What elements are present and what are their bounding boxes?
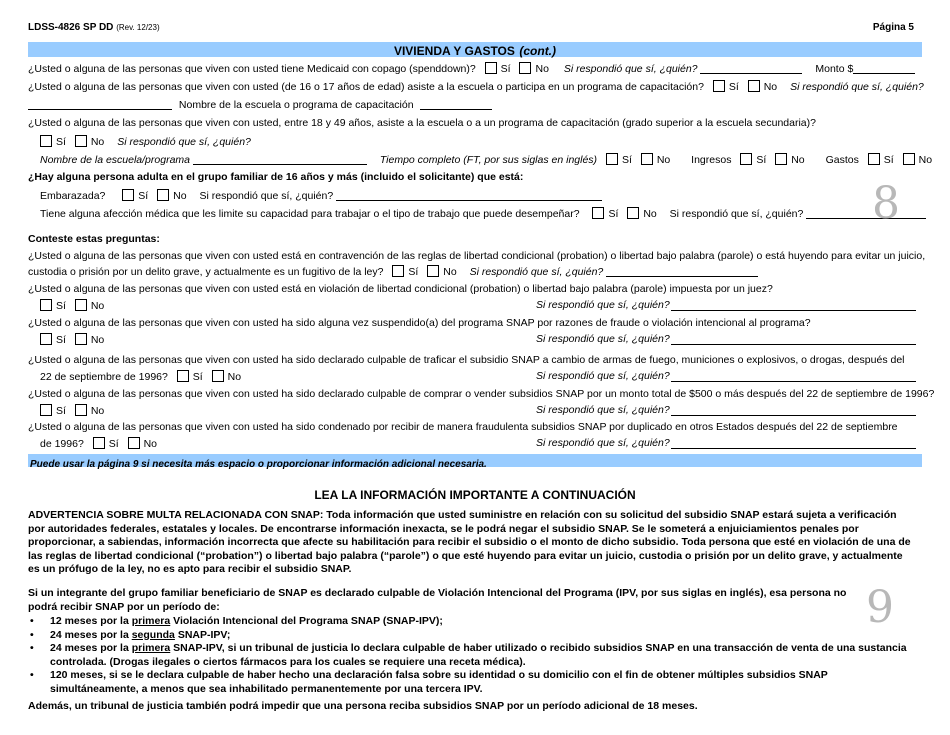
suspended-answer-row (28, 333, 920, 347)
question-duplicate-cont (28, 437, 920, 451)
question-text: ¿Usted o alguna de las personas que viven con usted, entre 18 y 49 años, asiste a la escuela o a un programa de capacitación (grado superior a la escuela secundaria)? (28, 117, 816, 129)
no-label: No (143, 438, 157, 450)
question-adult-16: ¿Hay alguna persona adulta en el grupo familiar de 16 años y más (incluido el solicitante) que está: (28, 171, 524, 183)
penalty-text: 24 meses por la (50, 628, 132, 641)
income-yes-checkbox[interactable] (740, 153, 752, 165)
penalty-item (28, 615, 916, 629)
no-checkbox[interactable] (427, 265, 439, 277)
no-label: No (90, 405, 105, 417)
full-time-yes-checkbox[interactable] (606, 153, 618, 165)
school-18-answer-row (28, 135, 920, 149)
who-label: Si respondió que sí, ¿quién? (536, 370, 670, 382)
who-label: Si respondió que sí, ¿quién? (536, 299, 670, 311)
question-traffic: ¿Usted o alguna de las personas que viven con usted ha sido declarado culpable de traficar el subsidio SNAP a cambio de armas de fuego, municiones o explosivos, o drogas, después del (28, 354, 905, 366)
question-text: custodia o prisión por un delito grave, y actualmente es un fugitivo de la ley? (28, 266, 384, 278)
question-medicaid (28, 62, 920, 76)
penalty-item (28, 669, 916, 696)
no-label: No (90, 300, 105, 312)
who-field[interactable] (671, 333, 916, 345)
who-label: Si respondió que sí, ¿quién? (199, 190, 334, 202)
who-label: Si respondió que sí, ¿quién? (790, 81, 924, 93)
penalty-text: 12 meses por la (50, 615, 132, 627)
yes-label: Sí (108, 438, 119, 450)
form-id (28, 22, 160, 33)
no-checkbox[interactable] (748, 80, 760, 92)
penalty-text: 24 meses por la (50, 642, 132, 654)
no-label: No (227, 371, 242, 383)
medical-question: Tiene alguna afección médica que les limite su capacidad para trabajar o el tipo de trabajo que puede desempeñar? (40, 208, 580, 220)
school-name-field[interactable] (420, 98, 492, 110)
no-label: No (763, 81, 778, 93)
violation-answer-row (28, 299, 920, 313)
no-checkbox[interactable] (128, 437, 140, 449)
who-field[interactable] (671, 404, 916, 416)
yes-label: Sí (192, 371, 203, 383)
question-suspended: ¿Usted o alguna de las personas que viven con usted ha sido alguna vez suspendido(a) del programa SNAP por razones de fraude o violación intencional al programa? (28, 317, 811, 329)
pregnant-label: Embarazada? (40, 190, 106, 202)
penalty-emphasis: segunda (131, 628, 175, 641)
no-label: No (535, 63, 549, 75)
yes-checkbox[interactable] (40, 404, 52, 416)
additional-space-note-band (28, 454, 922, 470)
question-text: de 1996? (40, 438, 84, 450)
question-violation: ¿Usted o alguna de las personas que viven con usted está en violación de libertad condicional (probation) o libertad bajo palabra (parole) impuesta por un juez? (28, 283, 773, 295)
yes-label: Sí (608, 208, 619, 220)
who-field[interactable] (606, 265, 758, 277)
penalty-emphasis: primera (131, 642, 171, 654)
no-checkbox[interactable] (75, 299, 87, 311)
full-time-label: Tiempo completo (FT, por sus siglas en inglés) (379, 154, 598, 166)
buy-sell-answer-row (28, 404, 920, 418)
question-probation: ¿Usted o alguna de las personas que viven con usted está en contravención de las reglas de libertad condicional (probation) o libertad bajo palabra (parole) o está huyendo para evitar un juicio, (28, 250, 926, 262)
question-traffic-cont (28, 370, 920, 384)
yes-label: Sí (56, 300, 66, 312)
question-buy-sell: ¿Usted o alguna de las personas que viven con usted ha sido declarado culpable de comprar o vender subsidios SNAP por un monto total de $500 o más después del 22 de septiembre de 1996? (28, 388, 935, 400)
yes-checkbox[interactable] (40, 135, 52, 147)
yes-checkbox[interactable] (40, 333, 52, 345)
no-label: No (918, 154, 933, 166)
no-checkbox[interactable] (627, 207, 639, 219)
handwritten-page-mark-8: 8 (872, 178, 900, 229)
school-name-label: Nombre de la escuela o programa de capacitación (178, 99, 414, 111)
yes-checkbox[interactable] (40, 299, 52, 311)
no-checkbox[interactable] (75, 135, 87, 147)
who-field[interactable] (671, 437, 916, 449)
who-field[interactable] (336, 189, 602, 201)
question-school-16 (28, 80, 924, 94)
section-title: VIVIENDA Y GASTOS (393, 44, 515, 58)
expenses-yes-checkbox[interactable] (868, 153, 880, 165)
no-label: No (173, 190, 187, 202)
handwritten-page-mark-9: 9 (866, 582, 894, 633)
yes-label: Sí (138, 190, 149, 202)
penalty-text: SNAP-IPV, si un tribunal de justicia lo declara culpable de haber utilizado o recibido subsidios SNAP en una transacción de venta de una sustancia controlada. (Drogas ilegales o ciertos fármacos para los cuales se requiere una receta médica). (50, 642, 907, 668)
penalty-text: Violación Intencional del Programa SNAP (SNAP-IPV); (170, 615, 443, 627)
yes-label: Sí (883, 154, 894, 166)
form-revision: (Rev. 12/23) (116, 23, 160, 32)
question-school-18 (28, 117, 920, 130)
no-checkbox[interactable] (157, 189, 169, 201)
who-label: Si respondió que sí, ¿quién? (669, 208, 804, 220)
important-info-title: LEA LA INFORMACIÓN IMPORTANTE A CONTINUACIÓN (314, 488, 636, 502)
who-label: Si respondió que sí, ¿quién? (117, 136, 251, 148)
school-name-label: Nombre de la escuela/programa (40, 154, 190, 166)
amount-field[interactable] (853, 62, 915, 74)
no-label: No (443, 266, 457, 278)
yes-label: Sí (408, 266, 419, 278)
yes-label: Sí (56, 136, 66, 148)
closing-note: Además, un tribunal de justicia también podrá impedir que una persona reciba subsidios SNAP por un período adicional de 18 meses. (28, 700, 698, 712)
amount-label: Monto $ (815, 63, 854, 75)
yes-label: Sí (56, 405, 66, 417)
penalty-emphasis: primera (131, 615, 171, 627)
no-checkbox[interactable] (519, 62, 531, 74)
medical-row (28, 207, 920, 221)
school-name-field[interactable] (193, 153, 367, 165)
question-duplicate: ¿Usted o alguna de las personas que viven con usted ha sido condenado por recibir de manera fraudulenta subsidios SNAP por duplicado en otros Estados después del 22 de septiembre (28, 421, 898, 433)
no-label: No (90, 136, 105, 148)
yes-checkbox[interactable] (93, 437, 105, 449)
expenses-label: Gastos (825, 154, 859, 166)
form-id-text: LDSS-4826 SP DD (28, 22, 114, 33)
who-label: Si respondió que sí, ¿quién? (536, 437, 670, 449)
pregnant-row (28, 189, 920, 203)
full-time-no-checkbox[interactable] (641, 153, 653, 165)
section-title-cont: (cont.) (519, 44, 557, 58)
penalty-text: SNAP-IPV; (174, 628, 231, 641)
answer-heading: Conteste estas preguntas: (28, 233, 160, 245)
who-field[interactable] (671, 299, 916, 311)
no-checkbox[interactable] (212, 370, 224, 382)
income-no-checkbox[interactable] (775, 153, 787, 165)
yes-label: Sí (728, 81, 739, 93)
yes-checkbox[interactable] (713, 80, 725, 92)
no-label: No (90, 334, 105, 346)
yes-label: Sí (621, 154, 632, 166)
question-text: ¿Usted o alguna de las personas que viven con usted (de 16 o 17 años de edad) asiste a la escuela o participa en un programa de capacitación? (28, 81, 704, 93)
yes-checkbox[interactable] (177, 370, 189, 382)
no-checkbox[interactable] (75, 404, 87, 416)
who-field[interactable] (806, 207, 926, 219)
snap-fine-warning: ADVERTENCIA SOBRE MULTA RELACIONADA CON SNAP: Toda información que usted suministre en relación con su solicitud del subsidio SNAP estará sujeta a verificación por autoridades federales, estatales y locales. De encontrarse información inexacta, se le podrá negar el subsidio SNAP. Se le someterá a enjuiciamientos penales por proporcionar, a sabiendas, información incorrecta que afecte su habilitación para recibir el subsidio o el monto de dicho subsidio. Toda persona que esté en violación de una de las reglas de libertad condicional (“probation”) o libertad bajo palabra (“parole”) o que esté huyendo para evitar un juicio, custodia o prisión por un delito grave, y actualmente es un prófugo de la ley, no es apto para recibir el subsidio SNAP. (28, 509, 911, 575)
yes-label: Sí (500, 63, 511, 75)
who-label: Si respondió que sí, ¿quién? (536, 333, 670, 345)
no-label: No (656, 154, 671, 166)
school-18-details-row (28, 153, 933, 167)
income-label: Ingresos (691, 154, 732, 166)
question-probation-cont (28, 265, 920, 279)
penalty-item (28, 642, 916, 669)
yes-label: Sí (756, 154, 767, 166)
question-text: ¿Usted o alguna de las personas que viven con usted tiene Medicaid con copago (spenddown)? (28, 63, 476, 75)
no-label: No (791, 154, 805, 166)
section-title-band (28, 42, 922, 57)
no-checkbox[interactable] (75, 333, 87, 345)
school-name-row (28, 98, 920, 112)
expenses-no-checkbox[interactable] (903, 153, 915, 165)
penalty-item (28, 629, 916, 643)
who-field[interactable] (28, 98, 172, 110)
yes-checkbox[interactable] (592, 207, 604, 219)
yes-checkbox[interactable] (392, 265, 404, 277)
yes-checkbox[interactable] (485, 62, 497, 74)
ipv-intro: Si un integrante del grupo familiar beneficiario de SNAP es declarado culpable de Violación Intencional del Programa (IPV, por sus siglas en inglés), esa persona no podrá recibir SNAP por un período de: (28, 587, 847, 613)
yes-checkbox[interactable] (122, 189, 134, 201)
who-label: Si respondió que sí, ¿quién? (469, 266, 604, 278)
penalty-text: 120 meses, si se le declara culpable de haber hecho una declaración falsa sobre su identidad o su domicilio con el fin de obtener múltiples subsidios SNAP simultáneamente, a menos que sea inhabilitado permanentemente por una tercera IPV. (50, 669, 828, 695)
who-label: Si respondió que sí, ¿quién? (563, 63, 698, 75)
ipv-penalty-list (28, 615, 916, 696)
yes-label: Sí (56, 334, 66, 346)
who-field[interactable] (671, 370, 916, 382)
who-field[interactable] (700, 62, 802, 74)
page-number: Página 5 (872, 22, 914, 33)
no-label: No (643, 208, 657, 220)
question-text: 22 de septiembre de 1996? (40, 371, 168, 383)
additional-space-note: Puede usar la página 9 si necesita más espacio o proporcionar información adicional necesaria. (30, 459, 487, 470)
who-label: Si respondió que sí, ¿quién? (536, 404, 670, 416)
